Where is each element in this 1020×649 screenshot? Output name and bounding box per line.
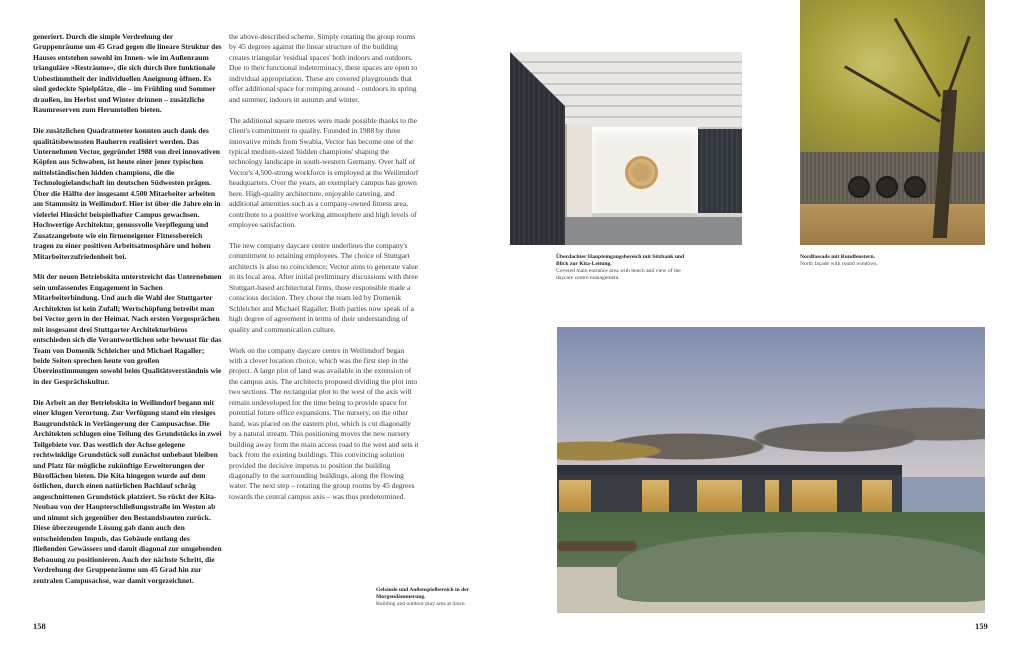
fallen-leaves (800, 204, 985, 245)
photo-building-at-dawn (557, 327, 985, 613)
lit-window (697, 480, 742, 513)
caption-english: Building and outdoor play area at dawn. (376, 601, 466, 608)
flat-roof (557, 465, 902, 475)
caption-english: Covered main entrance area with bench and view of the daycare centre management. (556, 268, 681, 282)
paragraph: Die zusätzlichen Quadratmeter konnten auch dank des qualitätsbewussten Bauherrn realisiert werden. Das Unternehmen Vector, gegründet 1988 von drei innovativen Köpfen aus Schwaben, ist heute einer jener typischen mittelständischen hidden champions, die die Technologielandschaft im deutschen Südwesten prägen. Über die Hälfte der insgesamt 4.500 Mitarbeiter arbeiten am Stammsitz in Weilimdorf. Hier ist über die Jahre ein in vielerlei Hinsicht beispielhafter Campus gewachsen. Hochwertige Architektur, genussvolle Verpflegung und Zusatzangebote wie ein firmeneigener Fitnessbereich tragen zu einer positiven Arbeitsatmosphäre und hohen Mitarbeiterzufriedenheit bei. (33, 126, 221, 261)
paragraph: The additional square metres were made possible thanks to the client's commitment to quality. Founded in 1988 by three innovative minds from Swabia, Vector has become one of the typical medium-sized 'hidden champions' shaping the technology landscape in south-western Germany. Over half of Vector's 4,500-strong workforce is employed at the Weilimdorf headquarters. Over the years, an exemplary campus has grown here. High-quality architecture, enjoyable catering, and additional amenities such as a company-owned fitness area, contribute to a positive working atmosphere and high levels of employee satisfaction. (229, 115, 419, 230)
paragraph: the above-described scheme. Simply rotating the group rooms by 45 degrees against the linear structure of the building creates triangular 'residual spaces' both indoors and outdoors. Due to their functional indeterminacy, these spaces are open to individual appropriation. These are covered playgrounds that offer additional space for romping around – outdoors in spring and summer, indoors in autumn and winter. (229, 32, 418, 104)
log (557, 541, 637, 551)
paragraph: generiert. Durch die simple Verdrehung der Gruppenräume um 45 Grad gegen die lineare Struktur des Hauses entstehen sowohl im Innen- wie im Außenraum trianguläre »Resträume«, die sich durch ihre funktionale Unbestimmtheit der individuellen Aneignung öffnen. Es sind gedeckte Spielplätze, die – im Frühling und Sommer draußen, im Herbst und Winter drinnen – zusätzliche Raumreserven zum Herumtollen bieten. (33, 32, 222, 115)
paragraph: The new company daycare centre underlines the company's commitment to retaining employees. The choice of Stuttgart architects is also no coincidence; Vector aims to generate value in its local area. After initial preliminary discussions with three Stuttgart-based architectural firms, those responsible made a conscious decision. They chose the team led by Domenik Schleicher and Michael Ragaller. Both parties now speak of a high degree of agreement in terms of their understanding of quality and communication culture. (229, 241, 419, 334)
tree-canopy (800, 0, 985, 160)
round-window (625, 156, 658, 189)
caption-english: North façade with round windows. (800, 261, 878, 268)
round-window (904, 176, 926, 198)
paragraph: Work on the company daycare centre in Weilimdorf began with a clever location choice, which was the first step in the project. A large plot of land was available in the extension of the campus axis. The architects proposed dividing the plot into two sections. The rectangular plot to the west of the axis will remain undeveloped for the time being to provide space for potential future office expansions. The nursery, on the other hand, was placed on the eastern plot, which is cut diagonally by a natural stream. This positioning moves the new nursery building away from the main access road to the west and sets it back from the existing buildings. This convincing solution provided the decisive impetus to position the building diagonally to the surrounding buildings, along the flowing water. The next step – rotating the group rooms by 45 degrees towards the central campus axis – was thus predetermined. (229, 345, 419, 501)
caption-german: Überdachter Haupteingangsbereich mit Sitzbank und Blick zur Kita-Leitung. (556, 254, 685, 268)
paragraph: Die Arbeit an der Betriebskita in Weilimdorf begann mit einer klugen Verortung. Zur Verfügung stand ein riesiges Baugrundstück in Verlängerung der Campusachse. Die Architekten schlugen eine Teilung des Grundstücks in zwei Teilgebiete vor. Das westlich der Achse gelegene rechtwinklige Grundstück soll zunächst unbebaut bleiben und Platz für mögliche zukünftige Erweiterungen der Büroflächen bieten. Die Kita hingegen wurde auf dem östlichen, durch einen natürlichen Bachlauf schräg angeschnittenen Grundstück platziert. So rückt der Kita-Neubau von der Haupterschließungsstraße im Westen ab und nimmt sich gegenüber den Bestandsbauten zurück. Diese überzeugende Lösung gab dann auch den entscheidenden Impuls, das Gebäude entlang des fließenden Gewässers und damit diagonal zur umgebenden Bebauung zu positionieren. Auch der nächste Schritt, die Verdrehung der Gruppenräume um 45 Grad hin zur zentralen Campusachse, war damit vorgezeichnet. (33, 397, 222, 585)
dark-cladding-right (698, 129, 742, 213)
caption-german: Gebäude und Außenspielbereich in der Morgendämmerung. (376, 587, 470, 601)
photo-north-facade (800, 0, 985, 245)
grass-mound (617, 532, 985, 602)
english-text-column (229, 32, 419, 513)
lit-window (642, 480, 669, 513)
lit-window (862, 480, 892, 513)
german-text-column (33, 32, 223, 596)
paragraph: Mit der neuen Betriebskita unterstreicht das Unternehmen sein umfassendes Engagement in Sachen Mitarbeiterbindung. Und auch die Wahl der Stuttgarter Architekten ist kein Zufall; Wertschöpfung betreibt man bei Vector gern in der Heimat. Nach ersten Vorgesprächen mit insgesamt drei Stuttgarter Architekturbüros entschieden sich die Verantwortlichen sehr bewusst für das Team von Domenik Schleicher und Michael Ragaller; beide Seiten sprechen heute von großen Übereinstimmungen sowohl beim Qualitätsverständnis wie in der Gesprächskultur. (33, 272, 222, 386)
round-window (848, 176, 870, 198)
lit-window (559, 480, 591, 513)
photo-covered-entrance (510, 52, 742, 245)
page-number-right: 159 (975, 621, 988, 631)
caption-german: Nordfassade mit Rundfenstern. (800, 254, 876, 260)
photo-caption-facade (800, 254, 930, 268)
floor (565, 217, 742, 245)
lit-window (765, 480, 779, 513)
photo-caption-entrance (556, 254, 686, 282)
page-number-left: 158 (33, 621, 46, 631)
lit-window (792, 480, 837, 513)
photo-caption-dawn (376, 587, 476, 608)
round-window (876, 176, 898, 198)
